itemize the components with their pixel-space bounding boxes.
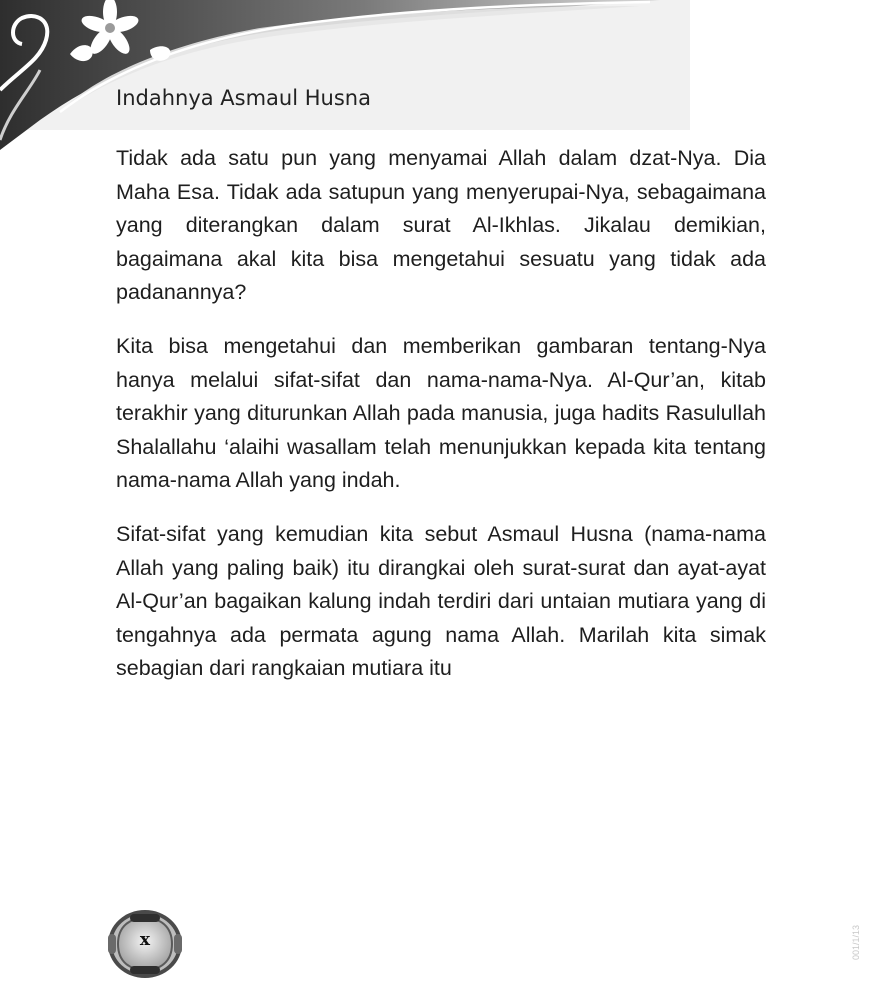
- side-mark: 001/1/13: [851, 925, 861, 961]
- running-title: Indahnya Asmaul Husna: [116, 86, 371, 110]
- paragraph: Kita bisa mengetahui dan memberikan gambaran tentang-Nya hanya melalui sifat-sifat dan nama-nama-Nya. Al-Qur’an, kitab terakhir yang diturunkan Allah pada manusia, juga hadits Rasulullah Shalallahu ‘alaihi wasallam telah menunjukkan kepada kita tentang nama-nama Allah yang indah.: [116, 333, 766, 493]
- page-number: x: [139, 930, 151, 950]
- body-text: [116, 142, 766, 706]
- paragraph: Tidak ada satu pun yang menyamai Allah dalam dzat-Nya. Dia Maha Esa. Tidak ada satupun yang menyerupai-Nya, sebagaimana yang diterangkan dalam surat Al-Ikhlas. Jikalau demikian, bagaimana akal kita bisa mengetahui sesuatu yang tidak ada padanannya?: [116, 146, 766, 305]
- paragraph: Sifat-sifat yang kemudian kita sebut Asmaul Husna (nama-nama Allah yang paling baik) itu dirangkai oleh surat-surat dan ayat-ayat Al-Qur’an bagaikan kalung indah terdiri dari untaian mutiara yang di tengahnya ada permata agung nama Allah. Marilah kita simak sebagian dari rangkaian mutiara itu: [116, 521, 766, 681]
- floral-swirl-icon: [0, 0, 879, 160]
